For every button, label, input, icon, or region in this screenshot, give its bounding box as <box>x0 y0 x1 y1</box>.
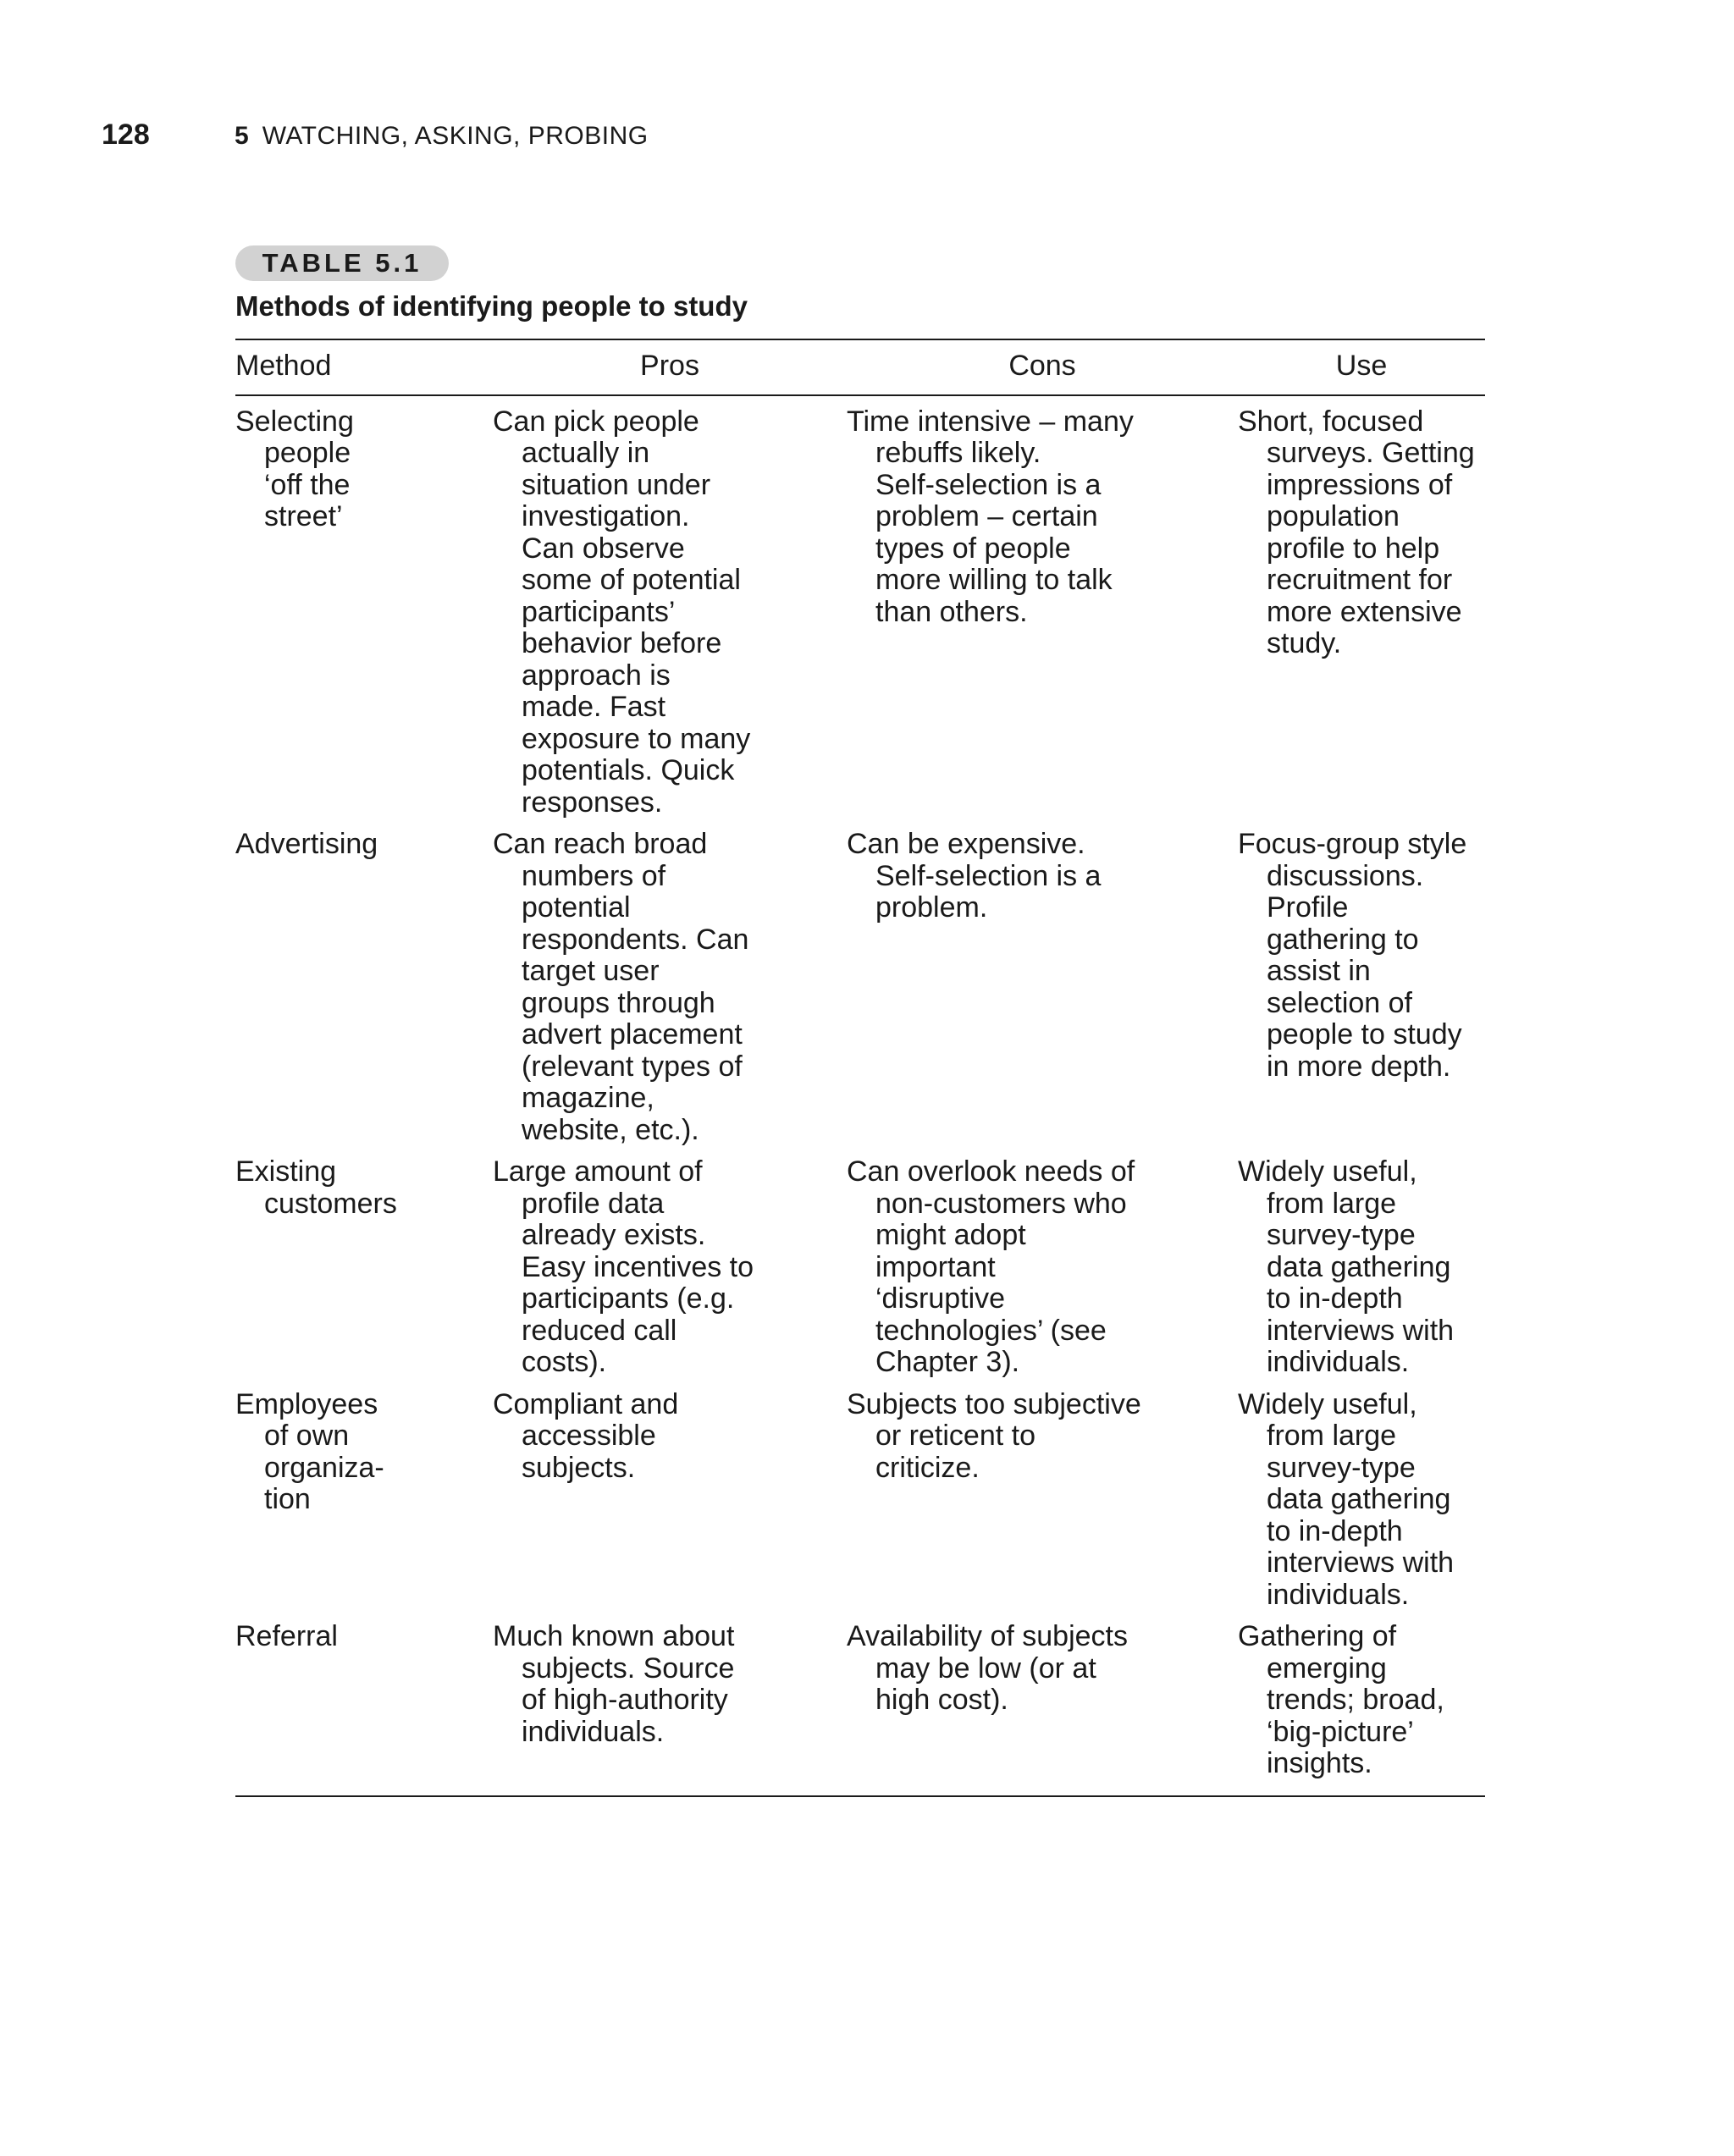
cell-cons: Can overlook needs of non-customers who might adopt important ‘disruptive technologies’ (see Chapter 3). <box>847 1155 1135 1378</box>
cell-cons: Subjects too subjective or reticent to criticize. <box>847 1387 1141 1484</box>
cell-method: Employees of own organiza- tion <box>235 1387 384 1515</box>
cell-cons: Availability of subjects may be low (or at high cost). <box>847 1620 1128 1716</box>
cell-method: Advertising <box>235 828 378 860</box>
table-row <box>235 395 1485 830</box>
table-row <box>235 1156 1485 1389</box>
table-row <box>235 1389 1485 1622</box>
running-head <box>102 119 649 161</box>
cell-cons: Can be expensive. Self-selection is a problem. <box>847 828 1102 924</box>
column-header-cons: Cons <box>847 339 1238 395</box>
chapter-number: 5 <box>235 122 249 150</box>
cell-use: Short, focused surveys. Getting impressions of population profile to help recruitment for more extensive study. <box>1238 405 1475 659</box>
cell-pros: Compliant and accessible subjects. <box>493 1387 679 1484</box>
table-header-row <box>235 339 1485 395</box>
cell-use: Widely useful, from large survey-type data gathering to in-depth interviews with individuals. <box>1238 1155 1455 1378</box>
table-caption: Methods of identifying people to study <box>235 290 748 322</box>
cell-cons: Time intensive – many rebuffs likely. Self-selection is a problem – certain types of people more willing to talk than others. <box>847 405 1134 628</box>
table-row <box>235 1621 1485 1796</box>
page-number: 128 <box>102 119 150 151</box>
cell-use: Widely useful, from large survey-type data gathering to in-depth interviews with individuals. <box>1238 1387 1455 1611</box>
column-header-use: Use <box>1238 339 1485 395</box>
cell-method: Selecting people ‘off the street’ <box>235 405 354 532</box>
cell-pros: Much known about subjects. Source of high-authority individuals. <box>493 1620 735 1748</box>
cell-pros: Can reach broad numbers of potential respondents. Can target user groups through advert placement (relevant types of magazine, website, etc.). <box>493 828 749 1146</box>
table-row <box>235 829 1485 1156</box>
cell-method: Existing customers <box>235 1155 397 1220</box>
cell-use: Focus-group style discussions. Profile gathering to assist in selection of people to study in more depth. <box>1238 828 1467 1083</box>
cell-use: Gathering of emerging trends; broad, ‘big-picture’ insights. <box>1238 1620 1444 1779</box>
column-header-method: Method <box>235 339 493 395</box>
table-label: TABLE 5.1 <box>235 245 449 281</box>
cell-method: Referral <box>235 1620 338 1652</box>
methods-table <box>235 339 1485 1797</box>
column-header-pros: Pros <box>493 339 847 395</box>
cell-pros: Can pick people actually in situation under investigation. Can observe some of potential participants’ behavior before approach is made. Fast exposure to many potentials. Quick responses. <box>493 405 751 819</box>
chapter-title: WATCHING, ASKING, PROBING <box>262 122 649 150</box>
cell-pros: Large amount of profile data already exists. Easy incentives to participants (e.g. reduced call costs). <box>493 1155 754 1378</box>
